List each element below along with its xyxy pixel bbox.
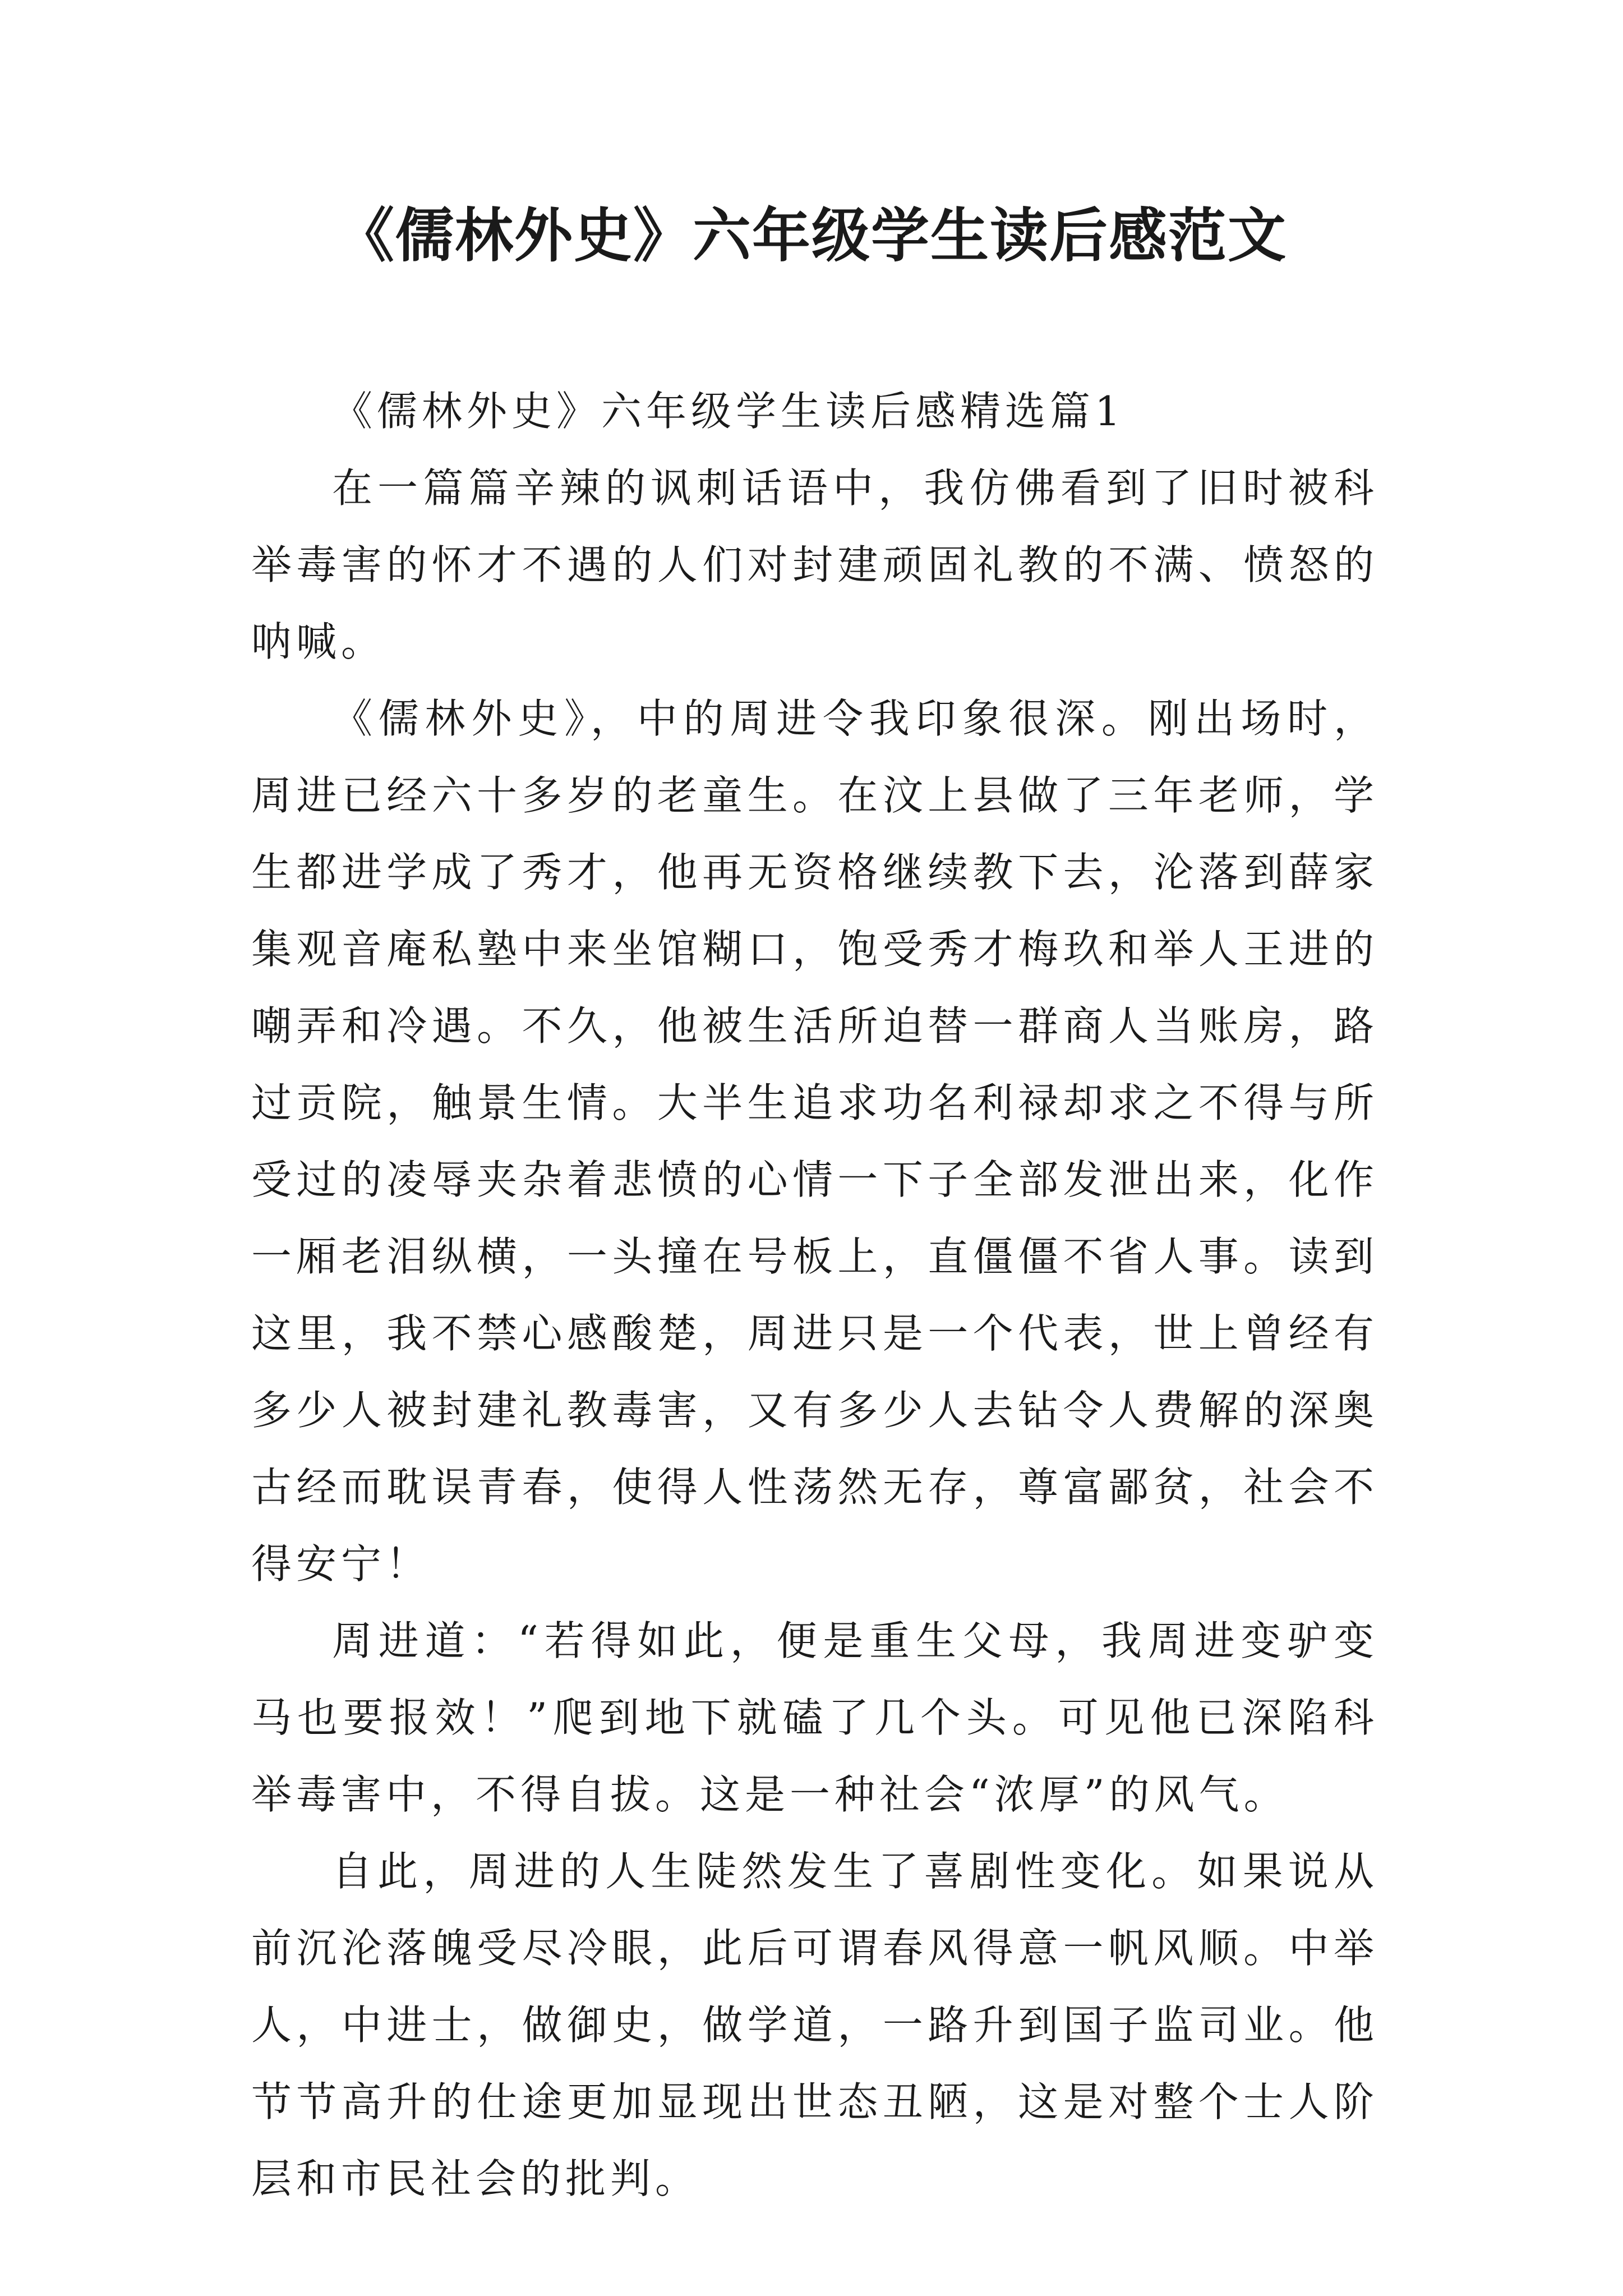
document-body — [251, 373, 1378, 2217]
document-title: 《儒林外史》六年级学生读后感范文 — [335, 201, 1287, 270]
paragraph: 《儒林外史》，中的周进令我印象很深。刚出场时，周进已经六十多岁的老童生。在汶上县做了三年老师，学生都进学成了秀才，他再无资格继续教下去，沦落到薛家集观音庵私塾中来坐馆糊口，饱受秀才梅玖和举人王进的嘲弄和冷遇。不久，他被生活所迫替一群商人当账房，路过贡院，触景生情。大半生追求功名利禄却求之不得与所受过的凌辱夹杂着悲愤的心情一下子全部发泄出来，化作一厢老泪纵横，一头撞在号板上，直僵僵不省人事。读到这里，我不禁心感酸楚，周进只是一个代表，世上曾经有多少人被封建礼教毒害，又有多少人去钻令人费解的深奥古经而耽误青春，使得人性荡然无存，尊富鄙贫，社会不得安宁！ — [251, 695, 1378, 1588]
paragraph: 在一篇篇辛辣的讽刺话语中，我仿佛看到了旧时被科举毒害的怀才不遇的人们对封建顽固礼教的不满、愤怒的呐喊。 — [251, 464, 1378, 665]
paragraph-subtitle: 《儒林外史》六年级学生读后感精选篇1 — [332, 388, 1125, 435]
paragraph: 自此，周进的人生陡然发生了喜剧性变化。如果说从前沉沦落魄受尽冷眼，此后可谓春风得意一帆风顺。中举人，中进士，做御史，做学道，一路升到国子监司业。他节节高升的仕途更加显现出世态丑陋，这是对整个士人阶层和市民社会的批判。 — [251, 1848, 1378, 2202]
paragraph: 周进道：“若得如此，便是重生父母，我周进变驴变马也要报效！”爬到地下就磕了几个头。可见他已深陷科举毒害中，不得自拔。这是一种社会“浓厚”的风气。 — [251, 1617, 1378, 1818]
